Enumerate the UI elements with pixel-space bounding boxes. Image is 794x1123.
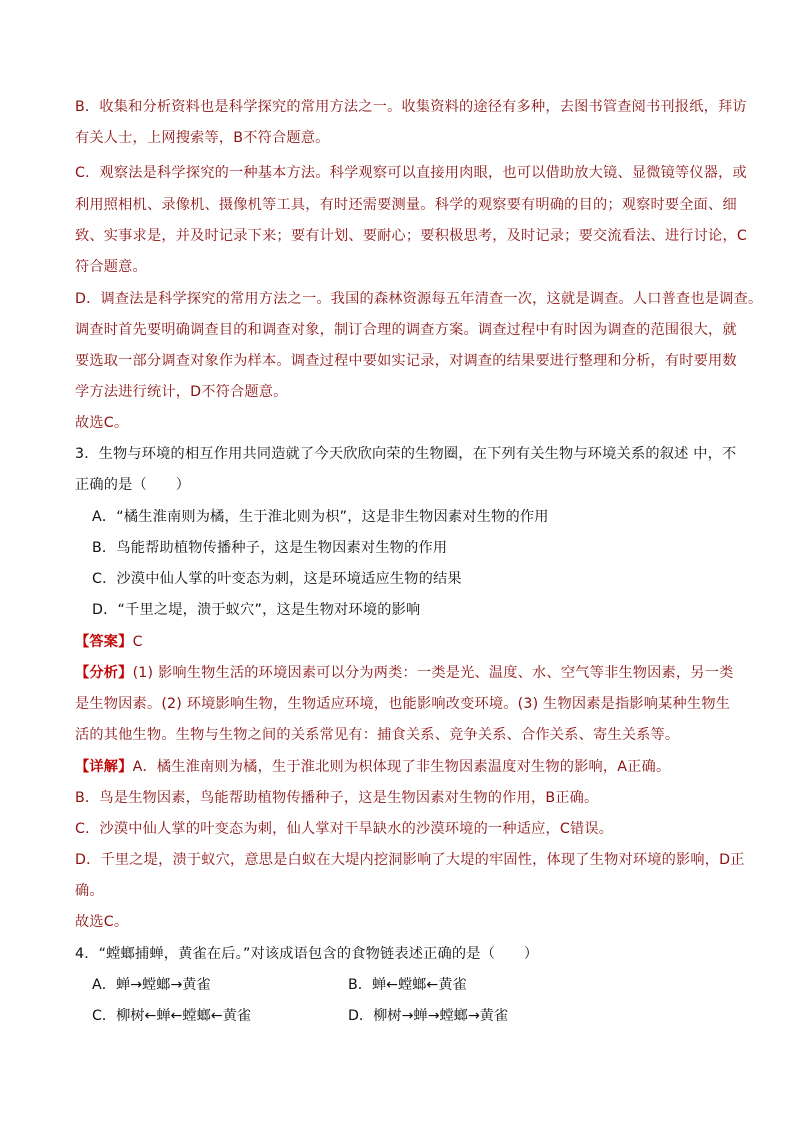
q4-stem: 4．“螳螂捕蝉，黄雀在后。”对该成语包含的食物链表述正确的是（ ） — [75, 946, 539, 962]
q4-option-b: B．蝉←螳螂←黄雀 — [348, 977, 467, 993]
q3-option-d: D．“千里之堤，溃于蚁穴”，这是生物对环境的影响 — [92, 602, 421, 618]
q4-option-d: D．柳树→蝉→螳螂→黄雀 — [348, 1008, 509, 1024]
explanation-c-line-4: 符合题意。 — [75, 259, 147, 275]
q3-stem-line-1: 3．生物与环境的相互作用共同造就了今天欣欣向荣的生物圈，在下列有关生物与环境关系的叙述 中，不 — [75, 446, 737, 462]
explanation-b-line-2: 有关人士，上网搜索等，B不符合题意。 — [75, 130, 330, 146]
answer-value: C — [132, 634, 143, 650]
analysis-tag: 【分析】 — [75, 665, 133, 681]
explanation-c-line-1: C．观察法是科学探究的一种基本方法。科学观察可以直接用肉眼，也可以借助放大镜、显微镜等仪器，或 — [75, 165, 747, 181]
detail-text-a: A．橘生淮南则为橘，生于淮北则为枳体现了非生物因素温度对生物的影响，A正确。 — [132, 759, 671, 775]
q3-answer — [75, 632, 143, 652]
explanation-choice: 故选C。 — [75, 415, 129, 431]
q4-option-c: C．柳树←蝉←螳螂←黄雀 — [92, 1008, 252, 1024]
explanation-c-line-3: 致、实事求是，并及时记录下来；要有计划、要耐心；要积极思考，及时记录；要交流看法、进行讨论，C — [75, 228, 747, 244]
q3-detail-line-1 — [75, 757, 670, 777]
explanation-d-line-2: 调查时首先要明确调查目的和调查对象，制订合理的调查方案。调查过程中有时因为调查的范围很大，就 — [75, 322, 737, 338]
q3-detail-line-d-1: D．千里之堤，溃于蚁穴，意思是白蚁在大堤内挖洞影响了大堤的牢固性，体现了生物对环境的影响，D正 — [75, 852, 745, 868]
q3-detail-line-d-2: 确。 — [75, 883, 104, 899]
q3-detail-line-b: B．鸟是生物因素，鸟能帮助植物传播种子，这是生物因素对生物的作用，B正确。 — [75, 790, 599, 806]
q3-analysis-line-1 — [75, 663, 733, 683]
q3-analysis-line-3: 活的其他生物。生物与生物之间的关系常见有：捕食关系、竞争关系、合作关系、寄生关系等。 — [75, 727, 680, 743]
q3-stem-line-2: 正确的是（ ） — [75, 477, 191, 493]
q3-option-b: B．鸟能帮助植物传播种子，这是生物因素对生物的作用 — [92, 540, 448, 556]
detail-tag: 【详解】 — [75, 759, 133, 775]
explanation-d-line-1: D．调查法是科学探究的常用方法之一。我国的森林资源每五年清查一次，这就是调查。人口普查也是调查。 — [75, 291, 763, 307]
q3-option-a: A．“橘生淮南则为橘，生于淮北则为枳”，这是非生物因素对生物的作用 — [92, 509, 549, 525]
explanation-c-line-2: 利用照相机、录像机、摄像机等工具，有时还需要测量。科学的观察要有明确的目的；观察时要全面、细 — [75, 197, 737, 213]
q3-detail-line-c: C．沙漠中仙人掌的叶变态为刺，仙人掌对干旱缺水的沙漠环境的一种适应，C错误。 — [75, 821, 614, 837]
q4-option-a: A．蝉→螳螂→黄雀 — [92, 977, 211, 993]
explanation-d-line-4: 学方法进行统计，D不符合题意。 — [75, 384, 288, 400]
explanation-d-line-3: 要选取一部分调查对象作为样本。调查过程中要如实记录，对调查的结果要进行整理和分析，有时要用数 — [75, 353, 737, 369]
answer-tag: 【答案】 — [75, 634, 133, 650]
analysis-text-1: (1) 影响生物生活的环境因素可以分为两类：一类是光、温度、水、空气等非生物因素，另一类 — [132, 665, 734, 681]
q3-analysis-line-2: 是生物因素。(2) 环境影响生物，生物适应环境，也能影响改变环境。(3) 生物因素是指影响某种生物生 — [75, 696, 731, 712]
q3-option-c: C．沙漠中仙人掌的叶变态为刺，这是环境适应生物的结果 — [92, 571, 462, 587]
explanation-b-line-1: B．收集和分析资料也是科学探究的常用方法之一。收集资料的途径有多种，去图书管查阅书刊报纸，拜访 — [75, 99, 747, 115]
q3-choice: 故选C。 — [75, 914, 129, 930]
